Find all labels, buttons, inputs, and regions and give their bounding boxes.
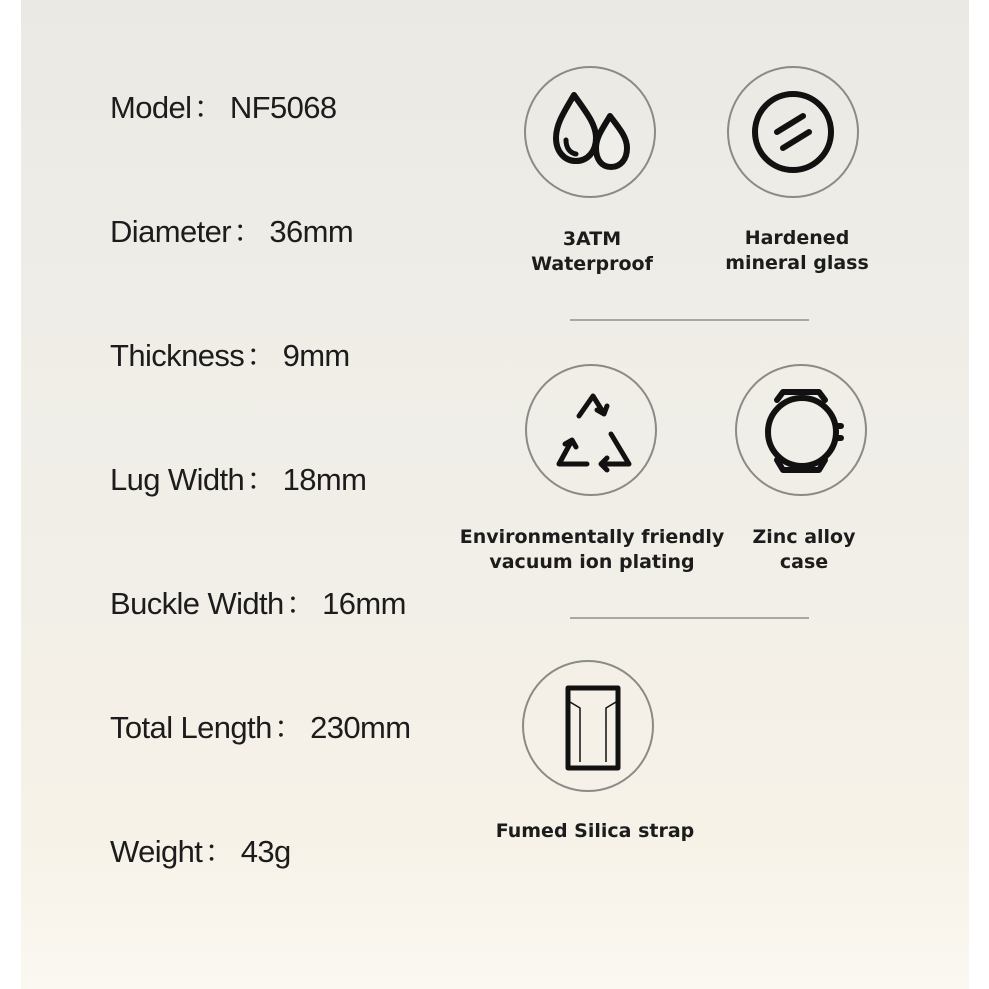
spec-thickness: [110, 330, 350, 375]
strap-icon: [524, 662, 652, 790]
spec-label: Total Length: [110, 710, 272, 745]
feature-label-line: mineral glass: [725, 252, 869, 274]
feature-label-plating: [452, 525, 732, 575]
spec-buckle-width: [110, 578, 406, 623]
feature-circle-case: [735, 364, 867, 496]
spec-diameter: [110, 206, 353, 251]
spec-label: Buckle Width: [110, 586, 284, 621]
feature-circle-waterproof: [524, 66, 656, 198]
spec-model: [110, 82, 337, 127]
feature-label-line: vacuum ion plating: [489, 551, 695, 573]
feature-label-line: Environmentally friendly: [459, 526, 725, 548]
divider: [570, 617, 809, 619]
spec-separator: ：: [246, 462, 277, 497]
feature-label-line: Fumed Silica strap: [495, 820, 695, 842]
feature-label-line: Hardened: [744, 227, 850, 249]
spec-label: Diameter: [110, 214, 231, 249]
spec-value: 43g: [240, 834, 291, 869]
spec-separator: ：: [193, 90, 224, 125]
spec-value: NF5068: [229, 90, 337, 125]
feature-label-line: 3ATM: [562, 228, 622, 250]
spec-weight: [110, 826, 291, 871]
spec-label: Lug Width: [110, 462, 245, 497]
feature-label-strap: [470, 819, 720, 844]
spec-label: Model: [110, 90, 192, 125]
spec-separator: ：: [273, 710, 305, 745]
feature-circle-strap: [522, 660, 654, 792]
feature-circle-glass: [727, 66, 859, 198]
feature-circle-plating: [525, 364, 657, 496]
spec-separator: ：: [285, 586, 317, 621]
watch-case-icon: [737, 366, 865, 494]
spec-lug-width: [110, 454, 366, 499]
feature-label-line: case: [779, 551, 829, 573]
spec-separator: ：: [232, 214, 264, 249]
spec-value: 9mm: [282, 338, 350, 373]
divider: [570, 319, 809, 321]
water-drops-icon: [526, 68, 654, 196]
spec-value: 16mm: [322, 586, 406, 621]
glass-icon: [729, 68, 857, 196]
spec-label: Thickness: [110, 338, 245, 373]
recycle-icon: [527, 366, 655, 494]
feature-label-case: [740, 525, 868, 575]
feature-label-line: Zinc alloy: [752, 526, 856, 548]
feature-label-line: Waterproof: [531, 253, 653, 275]
spec-total-length: [110, 702, 411, 747]
spec-value: 36mm: [269, 214, 354, 249]
spec-separator: ：: [204, 834, 235, 869]
spec-separator: ：: [246, 338, 277, 373]
spec-value: 18mm: [282, 462, 367, 497]
feature-label-glass: [714, 226, 880, 276]
feature-label-waterproof: [514, 227, 670, 277]
spec-label: Weight: [110, 834, 203, 869]
spec-value: 230mm: [310, 710, 411, 745]
